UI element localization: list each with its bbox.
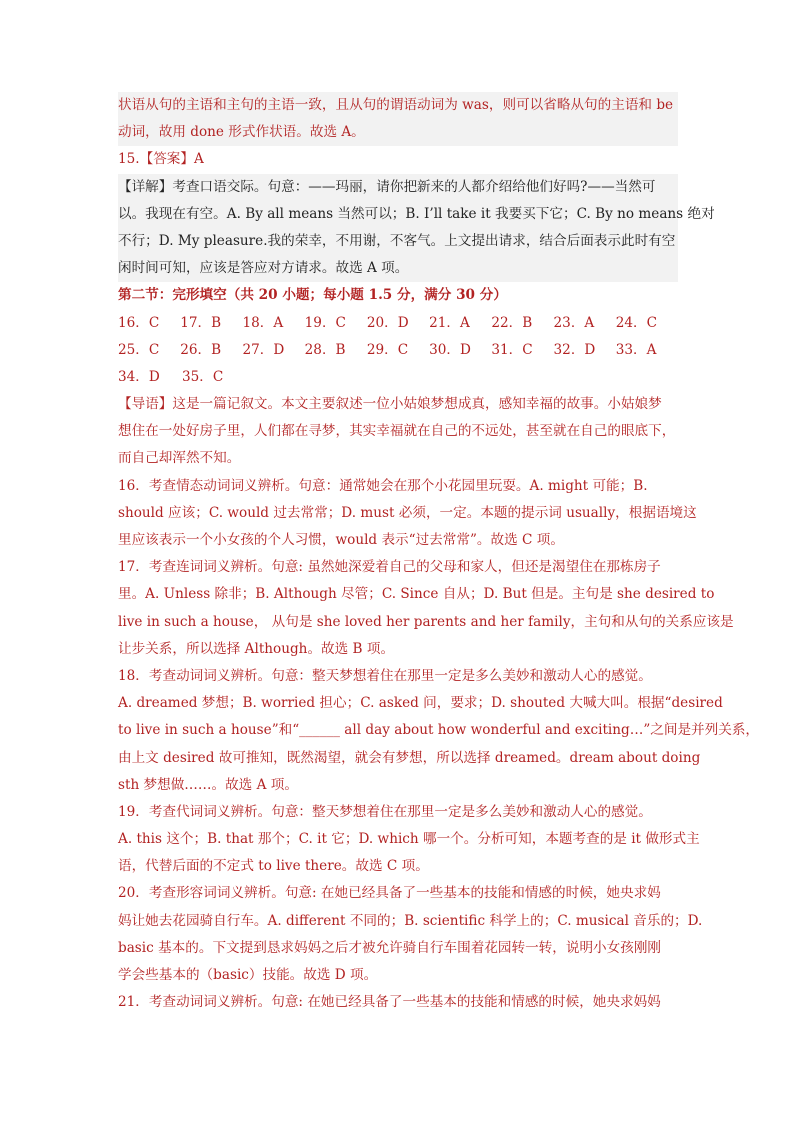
answer-item: 23．A [553,314,595,331]
cloze-explanations [118,391,760,1016]
answer-item: 21．A [429,314,470,331]
text-line: 第二节：完形填空（共 20 小题；每小题 1.5 分，满分 30 分） [118,287,507,304]
text-line: 16．考查情态动词词义辨析。句意：通常她会在那个小花园里玩耍。A. might 可能；B. [118,477,648,494]
answer-item: 33．A [615,341,657,358]
text-line: 妈让她去花园骑自行车。A. different 不同的；B. scientific 科学上的；C. musical 音乐的；D. [118,912,703,929]
text-line: 里应该表示一个小女孩的个人习惯，would 表示“过去常常”。故选 C 项。 [118,532,564,548]
text-line: 语，代替后面的不定式 to live there。故选 C 项。 [118,858,429,875]
answer-item: 17．B [180,314,222,331]
text-line: 动词，故用 done 形式作状语。故选 A。 [118,119,678,146]
answer-item: 34．D [118,368,160,385]
text-line: 【导语】这是一篇记叙文。本文主要叙述一位小姑娘梦想成真，感知幸福的故事。小姑娘梦 [118,396,662,413]
text-line: 学会些基本的（basic）技能。故选 D 项。 [118,967,378,983]
text-line: 想住在一处好房子里，人们都在寻梦，其实幸福就在自己的不远处，甚至就在自己的眼底下， [118,423,676,440]
answer-item: 20．D [366,314,409,331]
answer-item: 18．A [242,314,284,331]
answer-item: 26．B [180,341,222,358]
text-line: 【详解】考查口语交际。句意：——玛丽，请你把新来的人都介绍给他们好吗?——当然可 [118,174,678,201]
answer-item: 32．D [553,341,596,358]
text-line: 让步关系，所以选择 Although。故选 B 项。 [118,640,395,657]
text-line: live in such a house， 从句是 she loved her parents and her family，主句和从句的关系应该是 [118,613,734,630]
answer-item: 27．D [242,341,285,358]
text-line: 19．考查代词词义辨析。句意：整天梦想着住在那里一定是多么美妙和激动人心的感觉。 [118,803,652,820]
text-line: 闲时间可知，应该是答应对方请求。故选 A 项。 [118,255,678,282]
text-line: 18．考查动词词义辨析。句意：整天梦想着住在那里一定是多么美妙和激动人心的感觉。 [118,667,652,684]
text-line: 由上文 desired 故可推知，既然渴望，就会有梦想，所以选择 dreamed。dream about doing [118,749,701,766]
text-line: 21．考查动词词义辨析。句意: 在她已经具备了一些基本的技能和情感的时候，她央求妈妈 [118,994,661,1011]
text-line: 15.【答案】A [118,151,204,168]
text-line: 状语从句的主语和主句的主语一致，且从句的谓语动词为 was，则可以省略从句的主语和 be [118,92,678,119]
text-line: 17．考查连词词义辨析。句意: 虽然她深爱着自己的父母和家人，但还是渴望住在那栋房子 [118,559,661,576]
answer-item: 31．C [491,341,533,358]
text-line: 里。A. Unless 除非；B. Although 尽管；C. Since 自从；D. But 但是。主句是 she desired to [118,586,715,603]
answer-item: 22．B [491,314,533,331]
text-line: 以。我现在有空。A. By all means 当然可以；B. I’ll take it 我要买下它；C. By no means 绝对 [118,201,678,228]
answer-row [118,310,678,337]
text-line: should 应该；C. would 过去常常；D. must 必须，一定。本题的提示词 usually，根据语境这 [118,504,697,521]
document-body [118,92,760,1016]
answer-item: 24．C [615,314,658,331]
text-line: basic 基本的。下文提到恳求妈妈之后才被允许骑自行车围着花园转一转，说明小女孩刚刚 [118,939,662,956]
text-line: A. this 这个；B. that 那个；C. it 它；D. which 哪一个。分析可知，本题考查的是 it 做形式主 [118,831,700,848]
answer-row [118,364,678,391]
text-line: to live in such a house”和“______ all day about how wonderful and exciting…”之间是并列关系， [118,722,760,739]
cloze-answer-key [118,310,678,392]
text-line: 而自己却浑然不知。 [118,450,241,467]
answer-item: 19．C [304,314,346,331]
answer-item: 25．C [118,341,160,358]
text-line: 不行；D. My pleasure.我的荣幸，不用谢，不客气。上文提出请求，结合后面表示此时有空 [118,228,678,255]
answer-item: 28．B [304,341,346,358]
explanation-block-14-15 [118,92,715,310]
answer-row [118,337,678,364]
answer-item: 16．C [118,314,160,331]
text-line: sth 梦想做……。故选 A 项。 [118,776,298,793]
text-line: A. dreamed 梦想；B. worried 担心；C. asked 问，要求；D. shouted 大喊大叫。根据“desired [118,695,723,712]
answer-item: 35．C [182,368,224,385]
answer-item: 29．C [366,341,409,358]
text-line: 20．考查形容词词义辨析。句意: 在她已经具备了一些基本的技能和情感的时候，她央求妈 [118,885,661,902]
answer-item: 30．D [429,341,471,358]
